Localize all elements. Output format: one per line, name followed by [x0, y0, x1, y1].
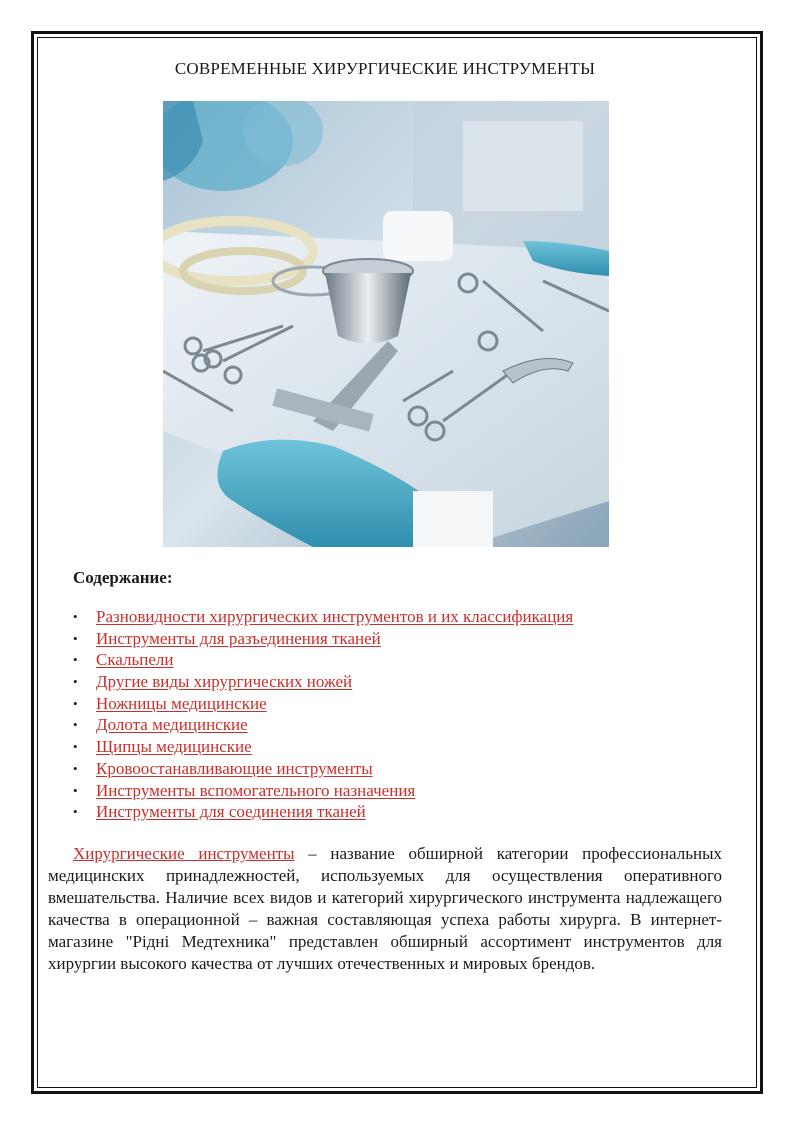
toc-item	[73, 801, 573, 823]
toc-link-scalpels[interactable]: Скальпели	[96, 650, 174, 670]
bullet-icon: •	[73, 760, 78, 776]
toc-link-classification[interactable]: Разновидности хирургических инструментов и их классификация	[96, 607, 574, 626]
toc-link-hemostatic[interactable]: Кровоостанавливающие инструменты	[96, 758, 373, 778]
intro-paragraph-text: – название обширной категории профессиональных медицинских принадлежностей, используемых для осуществления оперативного вмешательства. Наличие всех видов и категорий хирургического инструмента надлежащего качества в операционной – важная составляющая успеха работы хирурга. В интернет-магазине "Рідні Медтехника" представлен обширный ассортимент инструментов для хирургии высокого качества от лучших отечественных и мировых брендов.	[48, 844, 723, 974]
toc-item	[73, 736, 573, 758]
toc-link-other-knives[interactable]: Другие виды хирургических ножей	[96, 672, 353, 692]
toc-item	[73, 649, 573, 671]
surgical-instruments-link[interactable]: Хирургические инструменты	[73, 844, 295, 863]
intro-paragraph	[48, 843, 722, 976]
toc-link-auxiliary[interactable]: Инструменты вспомогательного назначения	[96, 780, 416, 800]
table-of-contents	[73, 606, 573, 823]
toc-link-tissue-separation[interactable]: Инструменты для разъединения тканей	[96, 628, 381, 648]
bullet-icon: •	[73, 652, 78, 668]
bullet-icon: •	[73, 674, 78, 690]
toc-link-chisels[interactable]: Долота медицинские	[96, 715, 248, 735]
bullet-icon: •	[73, 804, 78, 820]
toc-heading: Содержание:	[73, 568, 173, 587]
toc-item	[73, 714, 573, 736]
surgical-instruments-photo	[163, 101, 609, 547]
toc-item	[73, 693, 573, 715]
bullet-icon: •	[73, 739, 78, 755]
toc-link-forceps[interactable]: Щипцы медицинские	[96, 737, 252, 757]
toc-item	[73, 780, 573, 802]
toc-link-tissue-joining[interactable]: Инструменты для соединения тканей	[96, 802, 366, 822]
toc-link-scissors[interactable]: Ножницы медицинские	[96, 693, 267, 713]
bullet-icon: •	[73, 609, 78, 624]
bullet-icon: •	[73, 630, 78, 646]
bullet-icon: •	[73, 782, 78, 798]
bullet-icon: •	[73, 717, 78, 733]
toc-item	[73, 671, 573, 693]
toc-item	[73, 628, 573, 650]
bullet-icon: •	[73, 695, 78, 711]
document-title: СОВРЕМЕННЫЕ ХИРУРГИЧЕСКИЕ ИНСТРУМЕНТЫ	[174, 59, 596, 78]
toc-item	[73, 758, 573, 780]
toc-item	[73, 606, 573, 628]
